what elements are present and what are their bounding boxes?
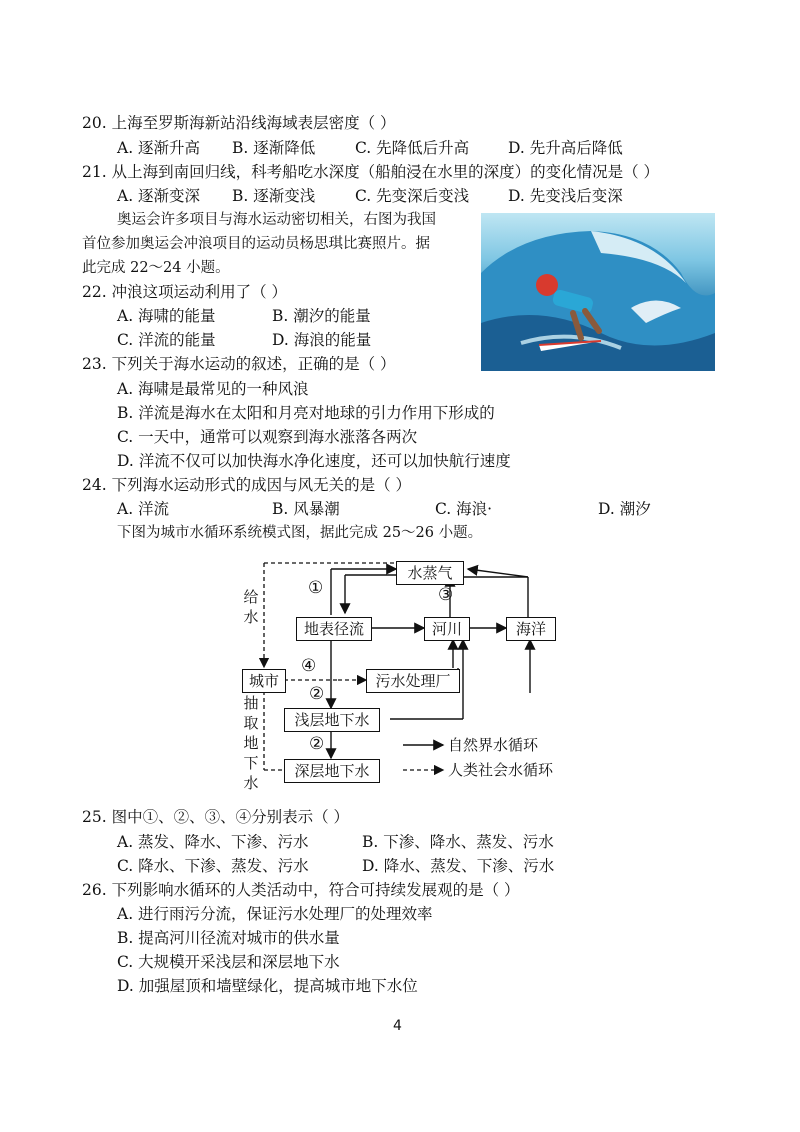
q25-stem: 25. 图中①、②、③、④分别表示（ ） <box>82 808 350 826</box>
q22-option-c: C. 洋流的能量 <box>117 331 216 349</box>
q20-option-d: D. 先升高后降低 <box>508 139 623 157</box>
q23-option-c: C. 一天中，通常可以观察到海水涨落各两次 <box>117 428 418 446</box>
marker-1: ① <box>308 578 324 598</box>
q21-stem: 21. 从上海到南回归线，科考船吃水深度（船舶浸在水里的深度）的变化情况是（ ） <box>82 163 660 181</box>
page-number: 4 <box>393 1018 402 1034</box>
intro22-line3: 此完成 22～24 小题。 <box>82 260 230 276</box>
box-deep-groundwater: 深层地下水 <box>284 759 380 783</box>
q21-option-b: B. 逐渐变浅 <box>232 187 316 205</box>
q20-option-c: C. 先降低后升高 <box>355 139 470 157</box>
q22-option-a: A. 海啸的能量 <box>117 307 216 325</box>
q23-option-a: A. 海啸是最常见的一种风浪 <box>117 380 309 398</box>
box-ocean: 海洋 <box>506 617 556 641</box>
surfer-photo <box>481 213 715 371</box>
box-city: 城市 <box>242 669 286 693</box>
intro22-line1: 奥运会许多项目与海水运动密切相关，右图为我国 <box>117 212 436 228</box>
q22-option-b: B. 潮汐的能量 <box>272 307 371 325</box>
marker-4: ④ <box>301 656 317 676</box>
q25-option-b: B. 下渗、降水、蒸发、污水 <box>362 833 554 851</box>
q26-option-b: B. 提高河川径流对城市的供水量 <box>117 929 340 947</box>
q25-option-d: D. 降水、蒸发、下渗、污水 <box>362 857 555 875</box>
q26-option-c: C. 大规模开采浅层和深层地下水 <box>117 953 340 971</box>
marker-3: ③ <box>438 585 454 605</box>
water-cycle-diagram <box>238 545 598 790</box>
q20-option-a: A. 逐渐升高 <box>117 139 201 157</box>
q21-option-a: A. 逐渐变深 <box>117 187 201 205</box>
label-water-supply: 给水 <box>243 588 259 626</box>
q24-option-b: B. 风暴潮 <box>272 500 340 518</box>
q20-stem: 20. 上海至罗斯海新站沿线海域表层密度（ ） <box>82 114 396 132</box>
q22-stem: 22. 冲浪这项运动利用了（ ） <box>82 283 288 301</box>
q26-option-d: D. 加强屋顶和墙壁绿化，提高城市地下水位 <box>117 977 418 995</box>
q26-option-a: A. 进行雨污分流，保证污水处理厂的处理效率 <box>117 905 433 923</box>
marker-2-lower: ② <box>309 734 325 754</box>
box-sewage-plant: 污水处理厂 <box>366 669 460 693</box>
intro22-line2: 首位参加奥运会冲浪项目的运动员杨思琪比赛照片。据 <box>82 236 430 252</box>
q24-option-d: D. 潮汐 <box>598 500 651 518</box>
q24-option-a: A. 洋流 <box>117 500 170 518</box>
q23-stem: 23. 下列关于海水运动的叙述，正确的是（ ） <box>82 355 396 373</box>
q24-option-c: C. 海浪· <box>435 500 493 518</box>
marker-2-upper: ② <box>309 684 325 704</box>
label-pump-groundwater: 抽取地下水 <box>243 694 259 792</box>
q25-option-c: C. 降水、下渗、蒸发、污水 <box>117 857 309 875</box>
q21-option-c: C. 先变深后变浅 <box>355 187 470 205</box>
q25-option-a: A. 蒸发、降水、下渗、污水 <box>117 833 309 851</box>
q23-option-b: B. 洋流是海水在太阳和月亮对地球的引力作用下形成的 <box>117 404 495 422</box>
surfer-illustration <box>481 213 715 371</box>
box-river: 河川 <box>424 617 470 641</box>
legend-human-cycle: 人类社会水循环 <box>448 761 554 779</box>
q22-option-d: D. 海浪的能量 <box>272 331 372 349</box>
box-shallow-groundwater: 浅层地下水 <box>284 708 380 732</box>
q24-stem: 24. 下列海水运动形式的成因与风无关的是（ ） <box>82 476 412 494</box>
legend-natural-cycle: 自然界水循环 <box>448 736 539 754</box>
intro25-text: 下图为城市水循环系统模式图，据此完成 25～26 小题。 <box>117 525 483 541</box>
q23-option-d: D. 洋流不仅可以加快海水净化速度，还可以加快航行速度 <box>117 452 511 470</box>
q20-option-b: B. 逐渐降低 <box>232 139 316 157</box>
box-surface-runoff: 地表径流 <box>296 617 372 641</box>
q26-stem: 26. 下列影响水循环的人类活动中，符合可持续发展观的是（ ） <box>82 881 520 899</box>
box-water-vapor: 水蒸气 <box>396 561 464 585</box>
q21-option-d: D. 先变浅后变深 <box>508 187 623 205</box>
